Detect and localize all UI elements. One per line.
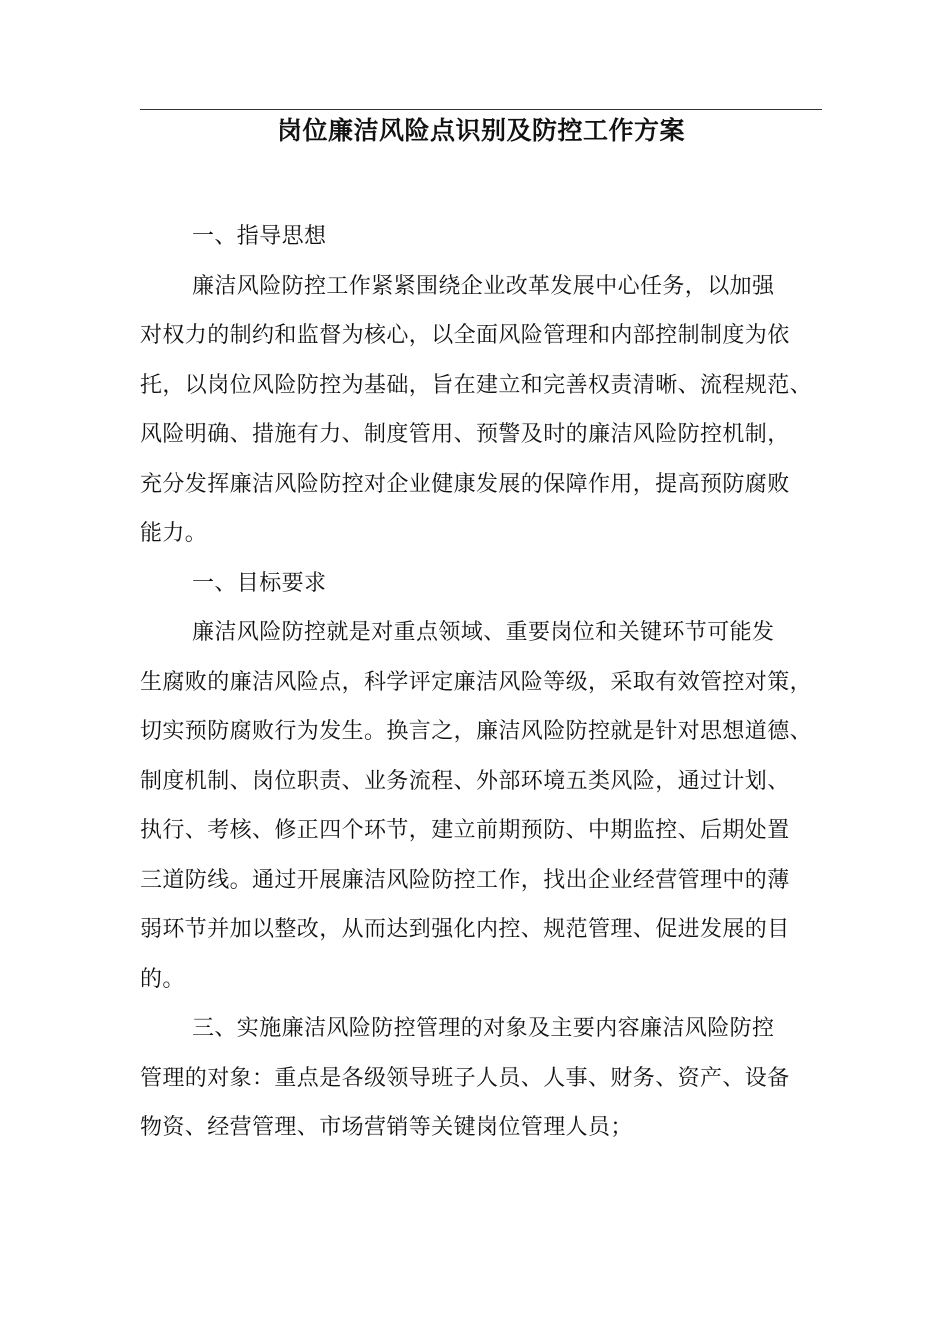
paragraph-line: 对权力的制约和监督为核心，以全面风险管理和内部控制制度为依 [140,323,790,348]
paragraph-line: 弱环节并加以整改，从而达到强化内控、规范管理、促进发展的目 [140,917,790,942]
paragraph-line: 切实预防腐败行为发生。换言之，廉洁风险防控就是针对思想道德、 [140,719,813,744]
paragraph-line: 三道防线。通过开展廉洁风险防控工作，找出企业经营管理中的薄 [140,867,790,893]
paragraph-line: 生腐败的廉洁风险点，科学评定廉洁风险等级，采取有效管控对策， [140,669,813,695]
paragraph-line: 执行、考核、修正四个环节，建立前期预防、中期监控、后期处置 [140,818,790,843]
paragraph-line: 充分发挥廉洁风险防控对企业健康发展的保障作用，提高预防腐败 [140,471,790,497]
section-heading-objectives: 一、目标要求 [192,570,327,596]
paragraph-line: 管理的对象：重点是各级领导班子人员、人事、财务、资产、设备 [140,1065,790,1091]
document-title: 岗位廉洁风险点识别及防控工作方案 [276,116,685,145]
paragraph-line: 风险明确、措施有力、制度管用、预警及时的廉洁风险防控机制， [140,422,790,447]
paragraph-line: 的。 [140,966,185,992]
paragraph-line: 廉洁风险防控工作紧紧围绕企业改革发展中心任务，以加强 [192,273,775,299]
paragraph-line: 廉洁风险防控就是对重点领域、重要岗位和关键环节可能发 [192,620,775,645]
paragraph-line: 制度机制、岗位职责、业务流程、外部环境五类风险，通过计划、 [140,768,790,794]
document-body [140,212,840,1153]
section-heading-guiding-ideology: 一、指导思想 [192,224,327,249]
paragraph-line: 托，以岗位风险防控为基础，旨在建立和完善权责清晰、流程规范、 [140,372,813,398]
section-heading-implementation: 三、实施廉洁风险防控管理的对象及主要内容廉洁风险防控 [192,1016,775,1041]
paragraph-line: 物资、经营管理、市场营销等关键岗位管理人员； [140,1115,633,1140]
header-rule [140,109,822,110]
paragraph-line: 能力。 [140,521,208,546]
